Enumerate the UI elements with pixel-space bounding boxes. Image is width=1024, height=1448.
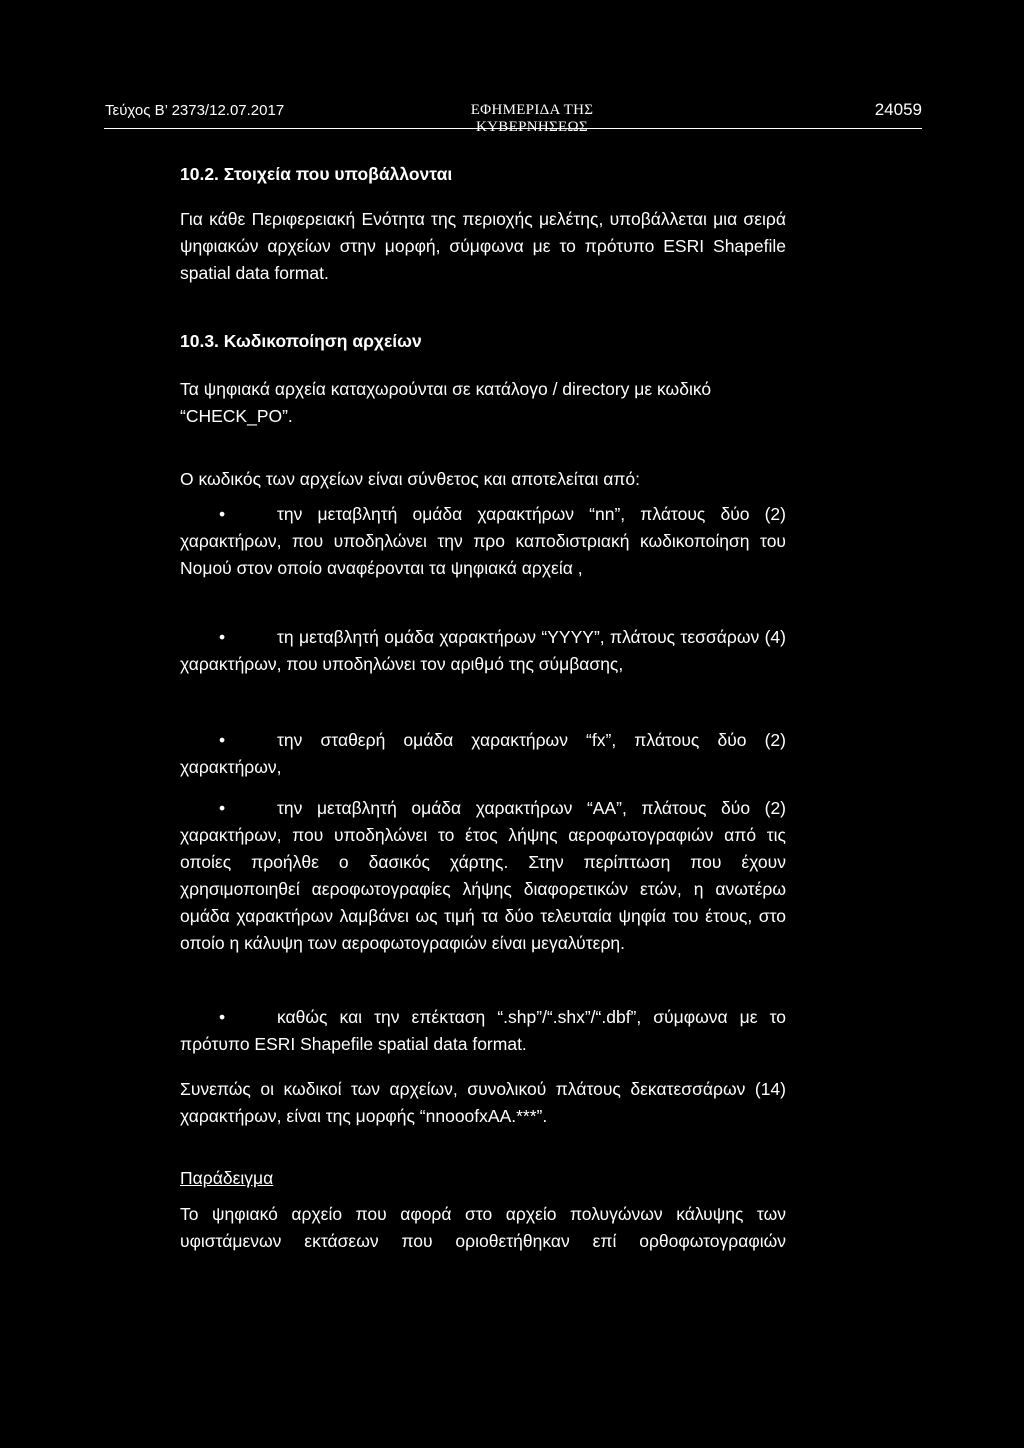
bullet-item-fx (180, 727, 786, 781)
bullet-text: την μεταβλητή ομάδα χαρακτήρων “nn”, πλάτους δύο (2) χαρακτήρων, που υποδηλώνει την προ καποδιστριακή κωδικοποίηση του Νομού στον οποίο αναφέρονται τα ψηφιακά αρχεία , (180, 504, 786, 578)
bullet-icon: • (219, 1007, 226, 1027)
example-label: Παράδειγμα (180, 1168, 274, 1188)
bullet-item-nn (180, 501, 786, 582)
bullet-icon: • (219, 504, 226, 524)
bullet-text: καθώς και την επέκταση “.shp”/“.shx”/“.dbf”, σύμφωνα με το πρότυπο ESRI Shapefile spatial data format. (180, 1007, 786, 1054)
bullet-text: τη μεταβλητή ομάδα χαρακτήρων “YYYY”, πλάτους τεσσάρων (4) χαρακτήρων, που υποδηλώνει τον αριθμό της σύμβασης, (180, 627, 786, 674)
issue-reference: Τεύχος Β’ 2373/12.07.2017 (105, 102, 285, 119)
bullet-text: την σταθερή ομάδα χαρακτήρων “fx”, πλάτους δύο (2) χαρακτήρων, (180, 730, 786, 777)
bullet-text: την μεταβλητή ομάδα χαρακτήρων “AA”, πλάτους δύο (2) χαρακτήρων, που υποδηλώνει το έτος λήψης αεροφωτογραφιών από τις οποίες προήλθε ο δασικός χάρτης. Στην περίπτωση που έχουν χρησιμοποιηθεί αεροφωτογραφίες λήψης διαφορετικών ετών, η ανωτέρω ομάδα χαρακτήρων λαμβάνει ως τιμή τα δύο τελευταία ψηφία του έτους, στο οποίο η κάλυψη των αεροφωτογραφιών είναι μεγαλύτερη. (180, 798, 786, 953)
section-10-2-heading: 10.2. Στοιχεία που υποβάλλονται (180, 164, 453, 184)
page-number: 24059 (874, 100, 922, 119)
bullet-icon: • (219, 798, 226, 818)
bullet-icon: • (219, 627, 226, 647)
section-10-3-body: Τα ψηφιακά αρχεία καταχωρούνται σε κατάλογο / directory με κωδικό “CHECK_PO”. (180, 379, 712, 426)
code-intro: Ο κωδικός των αρχείων είναι σύνθετος και αποτελείται από: (180, 469, 640, 489)
example-text: Το ψηφιακό αρχείο που αφορά στο αρχείο πολυγώνων κάλυψης των υφιστάμενων εκτάσεων που οριοθετήθηκαν επί ορθοφωτογραφιών (180, 1204, 786, 1251)
bullet-item-yyyy (180, 624, 786, 678)
section-10-3-heading: 10.3. Κωδικοποίηση αρχείων (180, 331, 422, 351)
page-header (104, 100, 922, 135)
bullet-item-extension (180, 1004, 786, 1058)
bullet-item-aa (180, 795, 786, 957)
gazette-title: ΕΦΗΜΕΡΙΔΑ ΤΗΣ ΚΥΒΕΡΝΗΣΕΩΣ (470, 102, 594, 135)
code-summary: Συνεπώς οι κωδικοί των αρχείων, συνολικού πλάτους δεκατεσσάρων (14) χαρακτήρων, είναι της μορφής “nnooofxAA.***”. (180, 1079, 786, 1126)
section-10-2-body: Για κάθε Περιφερειακή Ενότητα της περιοχής μελέτης, υποβάλλεται μια σειρά ψηφιακών αρχείων στην μορφή, σύμφωνα με το πρότυπο ESRI Shapefile spatial data format. (180, 209, 786, 283)
bullet-icon: • (219, 730, 226, 750)
